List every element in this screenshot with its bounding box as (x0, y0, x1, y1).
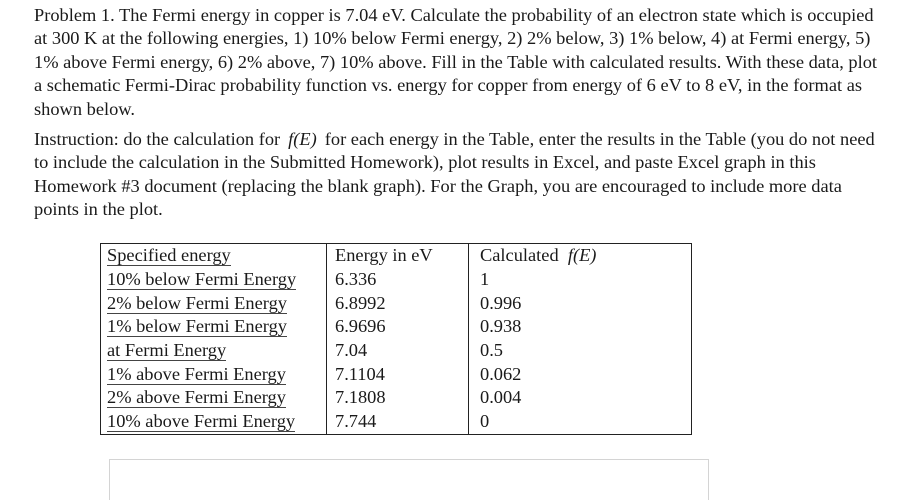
table-row (101, 339, 692, 363)
row-value: 1 (469, 268, 692, 292)
table-row (101, 386, 692, 410)
row-energy: 6.9696 (327, 315, 469, 339)
row-value: 0.004 (469, 386, 692, 410)
table-row (101, 291, 692, 315)
row-energy: 7.744 (327, 410, 469, 434)
table-row (101, 410, 692, 434)
table-row (101, 362, 692, 386)
instruction-lead: Instruction: do the calculation for (34, 129, 281, 149)
instruction-function: f(E) (288, 129, 317, 149)
table-row (101, 315, 692, 339)
row-energy: 7.1808 (327, 386, 469, 410)
blank-graph-placeholder (109, 459, 709, 500)
row-value: 0 (469, 410, 692, 434)
row-label: 1% above Fermi Energy (101, 362, 327, 386)
row-value: 0.062 (469, 362, 692, 386)
instruction-rest: for each energy in the Table, enter the results in the Table (you do not need to include the calculation in the Submitted Homework), plot results in Excel, and paste Excel graph in this Homework #3 document (replacing the blank graph). For the Graph, you are encouraged to include more data points in the plot. (34, 129, 875, 220)
row-value: 0.996 (469, 291, 692, 315)
row-label: 2% above Fermi Energy (101, 386, 327, 410)
row-label: 2% below Fermi Energy (101, 291, 327, 315)
row-energy: 6.336 (327, 268, 469, 292)
header-calculated: Calculated f(E) (469, 244, 692, 268)
row-value: 0.938 (469, 315, 692, 339)
row-label: 10% below Fermi Energy (101, 268, 327, 292)
row-label: 10% above Fermi Energy (101, 410, 327, 434)
instruction-paragraph (34, 128, 886, 222)
results-table (100, 243, 692, 435)
table-header-row (101, 244, 692, 268)
row-value: 0.5 (469, 339, 692, 363)
problem-statement: Problem 1. The Fermi energy in copper is 7.04 eV. Calculate the probability of an electron state which is occupied at 300 K at the following energies, 1) 10% below Fermi energy, 2) 2% below, 3) 1% below, 4) at Fermi energy, 5) 1% above Fermi energy, 6) 2% above, 7) 10% above. Fill in the Table with calculated results. With these data, plot a schematic Fermi-Dirac probability function vs. energy for copper from energy of 6 eV to 8 eV, in the format as shown below. (34, 5, 878, 119)
row-label: 1% below Fermi Energy (101, 315, 327, 339)
header-function: f(E) (567, 245, 597, 266)
row-energy: 7.04 (327, 339, 469, 363)
row-energy: 7.1104 (327, 362, 469, 386)
table-row (101, 268, 692, 292)
row-label: at Fermi Energy (101, 339, 327, 363)
row-energy: 6.8992 (327, 291, 469, 315)
header-specified-energy: Specified energy (101, 244, 327, 268)
header-energy-ev: Energy in eV (327, 244, 469, 268)
